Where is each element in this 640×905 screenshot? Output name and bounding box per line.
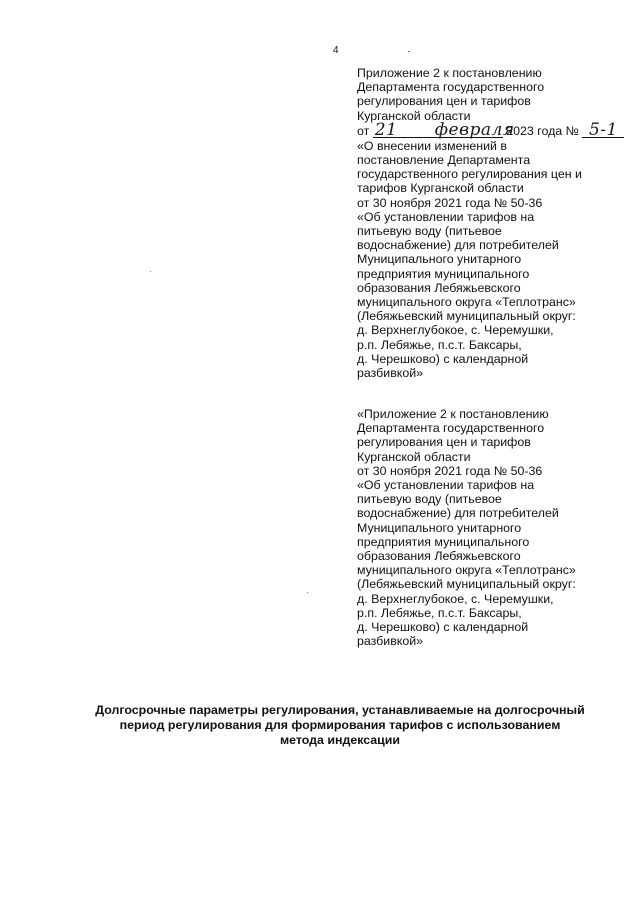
annex-line: д. Черешково) с календарной xyxy=(357,351,529,366)
date-year-text: 2023 года № xyxy=(506,123,579,138)
annex-line: разбивкой» xyxy=(357,634,424,649)
annex-line: (Лебяжьевский муниципальный округ: xyxy=(357,309,576,324)
annex-line: регулирования цен и тарифов xyxy=(357,435,531,450)
annex-line: «Об установлении тарифов на xyxy=(357,209,535,224)
annex-line: предприятия муниципального xyxy=(357,534,530,549)
heading-line: метода индексации xyxy=(279,733,401,747)
annex-line: «Приложение 2 к постановлению xyxy=(357,407,549,421)
annex-line: от 30 ноября 2021 года № 50-36 xyxy=(357,195,543,210)
annex-line: от 30 ноября 2021 года № 50-36 xyxy=(357,463,543,478)
annex-line: «Об установлении тарифов на xyxy=(357,478,535,493)
annex-line: Департамента государственного xyxy=(357,80,545,95)
handwritten-month: февраля xyxy=(434,119,515,140)
annex-line: муниципального округа «Теплотранс» xyxy=(357,563,576,578)
page-number: 4 xyxy=(333,45,339,56)
scan-speck xyxy=(408,51,410,52)
annex-line: тарифов Курганской области xyxy=(357,181,524,196)
annex-line: водоснабжение) для потребителей xyxy=(357,506,559,521)
handwritten-day: 21 xyxy=(373,123,433,138)
date-prefix: от xyxy=(357,123,370,138)
annex-line: д. Черешково) с календарной xyxy=(357,620,529,635)
annex-line: разбивкой» xyxy=(357,366,424,381)
annex-line: регулирования цен и тарифов xyxy=(357,94,531,109)
annex-line: муниципального округа «Теплотранс» xyxy=(357,295,576,310)
annex-line: д. Верхнеглубокое, с. Черемушки, xyxy=(357,591,554,606)
date-number-line xyxy=(357,119,618,140)
annex-line: питьевую воду (питьевое xyxy=(357,492,502,507)
annex-line: водоснабжение) для потребителей xyxy=(357,238,559,253)
annex-line: р.п. Лебяжье, п.с.т. Баксары, xyxy=(357,605,522,620)
heading-line: Долгосрочные параметры регулирования, устанавливаемые на долгосрочный xyxy=(95,703,585,717)
annex-line: государственного регулирования цен и xyxy=(357,167,582,182)
annex-line: образования Лебяжьевского xyxy=(357,280,521,295)
annex-line: Муниципального унитарного xyxy=(357,252,522,267)
annex-line: Департамента государственного xyxy=(357,421,545,436)
annex-quoted-block xyxy=(357,407,617,648)
annex-line: (Лебяжьевский муниципальный округ: xyxy=(357,577,576,592)
handwritten-number: 5-1 xyxy=(582,123,624,138)
annex-line: Муниципального унитарного xyxy=(357,520,522,535)
annex-line: д. Верхнеглубокое, с. Черемушки, xyxy=(357,323,554,338)
annex-line: предприятия муниципального xyxy=(357,266,530,281)
annex-line: постановление Департамента xyxy=(357,153,531,168)
annex-line: Приложение 2 к постановлению xyxy=(357,66,542,80)
scan-speck xyxy=(150,271,151,272)
annex-line: питьевую воду (питьевое xyxy=(357,224,502,239)
scan-speck xyxy=(307,592,308,593)
heading-line: период регулирования для формирования тарифов с использованием xyxy=(119,718,561,732)
section-heading xyxy=(60,703,620,748)
annex-line: «О внесении изменений в xyxy=(357,138,507,153)
annex-line: Курганской области xyxy=(357,449,471,464)
annex-header-block xyxy=(357,66,617,380)
annex-line: р.п. Лебяжье, п.с.т. Баксары, xyxy=(357,337,522,352)
annex-line: образования Лебяжьевского xyxy=(357,549,521,564)
annex-line: Курганской области xyxy=(357,108,471,123)
